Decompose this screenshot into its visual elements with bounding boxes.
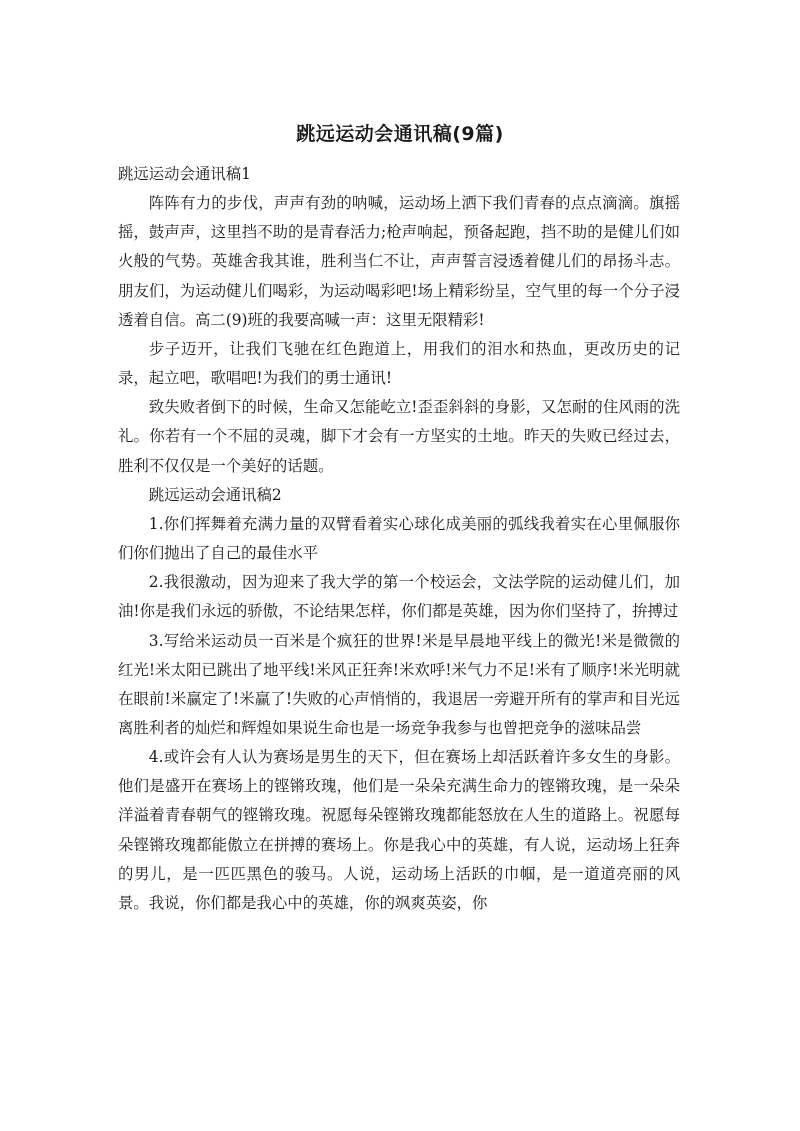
section-2-paragraph-1: 1.你们挥舞着充满力量的双臂看着实心球化成美丽的弧线我着实在心里佩服你们你们抛出了自己的最佳水平 (118, 514, 680, 563)
section-heading-2: 跳远运动会通讯稿2 (148, 485, 282, 504)
section-heading-1: 跳远运动会通讯稿1 (118, 165, 251, 183)
section-1-paragraph-3: 致失败者倒下的时候，生命又怎能屹立!歪歪斜斜的身影，又怎耐的住风雨的洗礼。你若有一个不屈的灵魂，脚下才会有一方坚实的土地。昨天的失败已经过去，胜利不仅仅是一个美好的话题。 (118, 398, 680, 475)
document-title: 跳远运动会通讯稿(9篇) (296, 123, 504, 145)
section-1-paragraph-2: 步子迈开，让我们飞驰在红色跑道上，用我们的泪水和热血，更改历史的记录，起立吧，歌唱吧!为我们的勇士通讯! (118, 339, 680, 388)
section-2-paragraph-2: 2.我很激动，因为迎来了我大学的第一个校运会，文法学院的运动健儿们，加油!你是我们永远的骄傲，不论结果怎样，你们都是英雄，因为你们坚持了，拚搏过 (118, 573, 680, 621)
document-body (118, 160, 680, 918)
section-2-paragraph-4: 4.或许会有人认为赛场是男生的天下，但在赛场上却活跃着许多女生的身影。他们是盛开在赛场上的铿锵玫瑰，他们是一朵朵充满生命力的铿锵玫瑰，是一朵朵洋溢着青春朝气的铿锵玫瑰。祝愿每朵铿锵玫瑰都能怒放在人生的道路上。祝愿每朵铿锵玫瑰都能傲立在拼搏的赛场上。你是我心中的英雄，有人说，运动场上狂奔的男儿，是一匹匹黑色的骏马。人说，运动场上活跃的巾帼，是一道道亮丽的风景。我说，你们都是我心中的英雄，你的飒爽英姿，你 (118, 748, 680, 912)
section-1-paragraph-1: 阵阵有力的步伐，声声有劲的呐喊，运动场上洒下我们青春的点点滴滴。旗摇摇，鼓声声，这里挡不助的是青春活力;枪声响起，预备起跑，挡不助的是健儿们如火般的气势。英雄舍我其谁，胜利当仁不让，声声誓言浸透着健儿们的昂扬斗志。朋友们，为运动健儿们喝彩，为运动喝彩吧!场上精彩纷呈，空气里的每一个分子浸透着自信。高二(9)班的我要高喊一声：这里无限精彩! (118, 194, 680, 329)
section-2-paragraph-3: 3.写给米运动员一百米是个疯狂的世界!米是早晨地平线上的微光!米是微微的红光!米太阳已跳出了地平线!米风正狂奔!米欢呼!米气力不足!米有了顺序!米光明就在眼前!米赢定了!米赢了!失败的心声悄悄的，我退居一旁避开所有的掌声和目光远离胜利者的灿烂和辉煌如果说生命也是一场竞争我参与也曾把竞争的滋味品尝 (118, 631, 680, 737)
